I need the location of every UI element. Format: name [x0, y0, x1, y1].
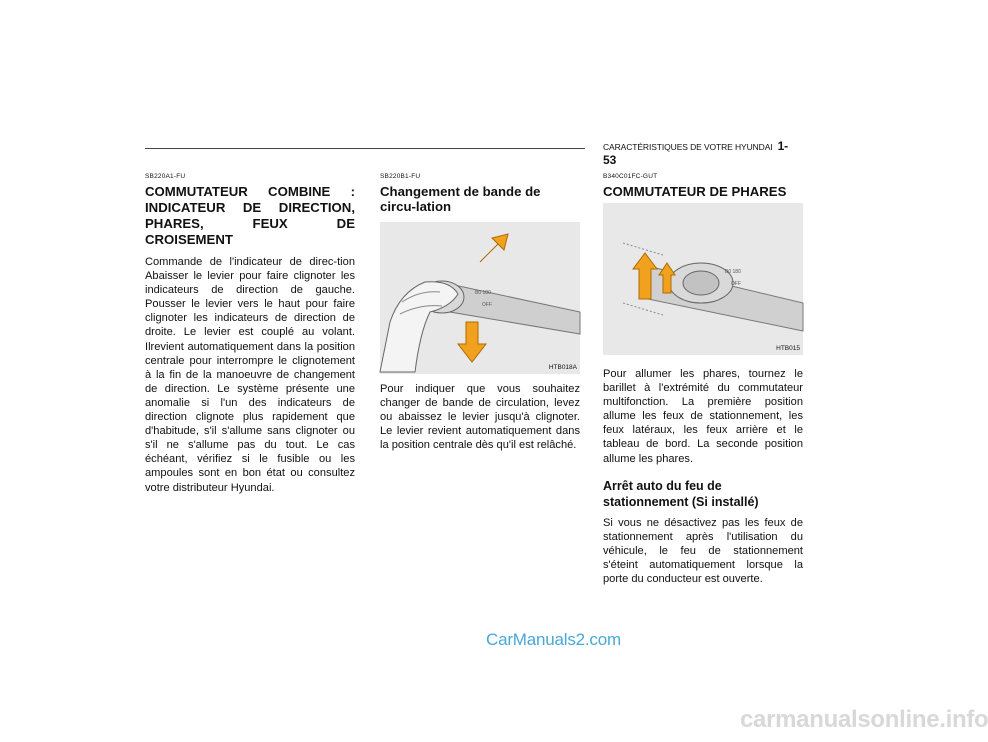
- subsection-title: Arrêt auto du feu de stationnement (Si installé): [603, 478, 759, 509]
- figure-code: HTB018A: [548, 364, 577, 371]
- section-code: SB220B1-FU: [380, 173, 421, 180]
- turn-signal-lever-illustration: [380, 222, 580, 374]
- svg-text:B0 180: B0 180: [475, 290, 491, 296]
- section-title: Changement de bande de circu-lation: [380, 184, 541, 214]
- headlight-switch-figure: [603, 203, 803, 355]
- headlight-switch-illustration: [603, 203, 803, 355]
- figure-code: HTB015: [776, 345, 800, 352]
- column-lane-change: [380, 173, 580, 452]
- watermark-carmanuals2: CarManuals2.com: [486, 630, 621, 649]
- section-code: B340C01FC-GUT: [603, 173, 658, 180]
- section-title: COMMUTATEUR COMBINE : INDICATEUR DE DIRECTION, PHARES, FEUX DE CROISEMENT: [145, 184, 355, 247]
- section-body: Pour allumer les phares, tournez le barillet à l'extrémité du commutateur multifonction. La première position allume les feux de stationnement, les feux latéraux, les feux arrière et le tableau de bord. La seconde position allume les phares.: [603, 368, 803, 465]
- subsection-body: Si vous ne désactivez pas les feux de stationnement après l'utilisation du véhicule, le feu de stationnement s'éteint automatiquement lorsque la porte du conducteur est ouverte.: [603, 516, 803, 586]
- section-title: COMMUTATEUR DE PHARES: [603, 184, 787, 199]
- column-headlight-switch: [603, 173, 803, 586]
- section-body: Commande de l'indicateur de direc-tion Abaisser le levier pour faire clignoter les indicateurs de direction de gauche. Pousser le levier vers le haut pour faire clignoter les indicateurs de direction de droite. Le levier est couplé au volant. Ilrevient automatiquement dans la position centrale pour interrompre le clignotement à la fin de la manoeuvre de changement de direction. Le système présente une anomalie si l'un des indicateurs de direction clignote plus rapidement que d'habitude, s'il s'allume sans clignoter ou s'il ne s'allume pas du tout. Le cas échéant, vérifiez si le fusible ou les ampoules sont en bon état ou consultez votre distributeur Hyundai.: [145, 256, 355, 494]
- header-rule: [145, 148, 585, 149]
- watermark-carmanualsonline: carmanualsonline.info: [740, 706, 988, 733]
- section-title: CARACTÉRISTIQUES DE VOTRE HYUNDAI: [603, 142, 773, 152]
- svg-text:OFF: OFF: [482, 302, 492, 308]
- svg-text:B0 180: B0 180: [725, 269, 741, 275]
- lane-change-figure: [380, 222, 580, 374]
- column-combined-switch: [145, 173, 355, 495]
- page-header: [603, 139, 803, 167]
- section-body: Pour indiquer que vous souhaitez changer de bande de circulation, levez ou abaissez le levier jusqu'à clignoter. Le levier revient automatiquement dans la position centrale dès qu'il est relâché.: [380, 383, 580, 452]
- page-number: 1- 53: [603, 139, 789, 167]
- section-code: SB220A1-FU: [145, 173, 186, 180]
- svg-text:OFF: OFF: [731, 281, 741, 287]
